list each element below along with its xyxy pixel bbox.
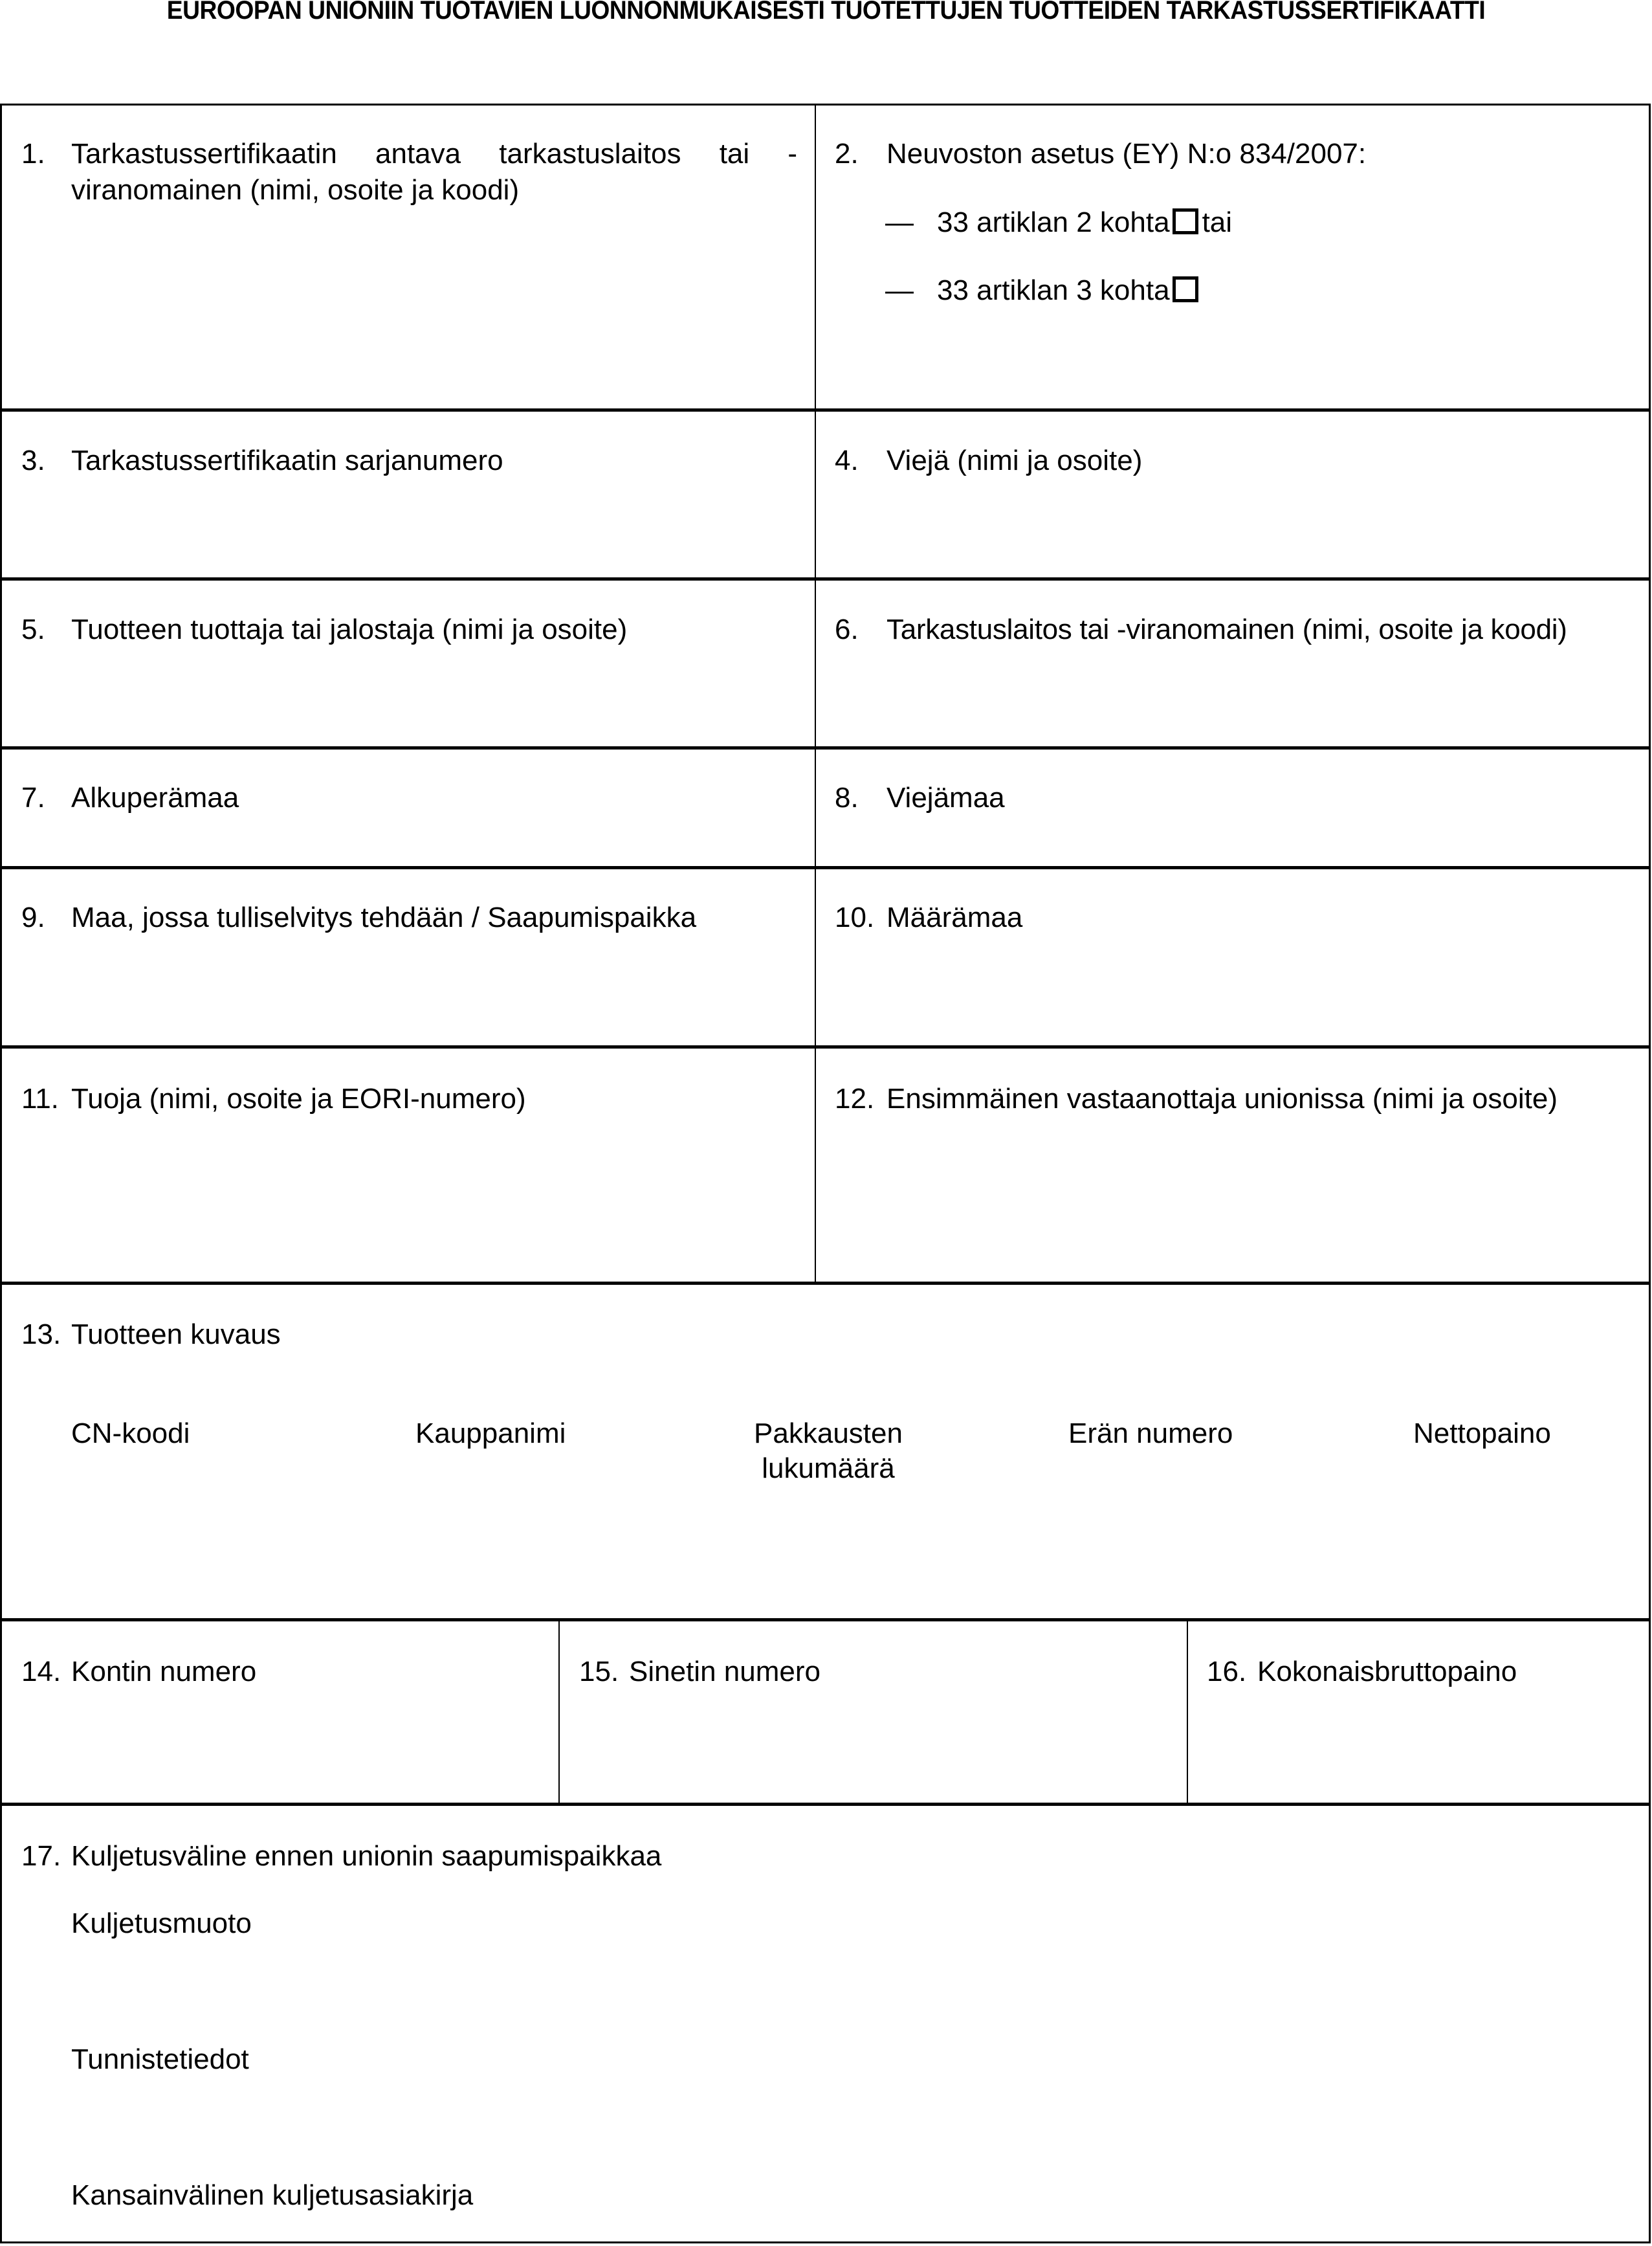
row-divider (0, 577, 1651, 581)
box-label: Tuotteen kuvaus (71, 1318, 281, 1350)
column-divider (815, 104, 816, 1283)
box-7-country-of-origin[interactable]: Alkuperämaa (71, 782, 239, 814)
transport-mode-field[interactable]: Kuljetusmuoto (71, 1907, 252, 1939)
checkbox-article-33-3[interactable] (1173, 276, 1198, 302)
option-article-33-2[interactable] (937, 205, 1232, 241)
box-4-exporter[interactable]: Viejä (nimi ja osoite) (887, 445, 1143, 476)
row-divider (0, 1045, 1651, 1049)
box-12-first-consignee[interactable]: Ensimmäinen vastaanottaja unionissa (nimi ja osoite) (887, 1083, 1558, 1115)
box-14-number: 14. (21, 1656, 61, 1687)
box-number: 13. (21, 1318, 61, 1350)
box-12-number: 12. (835, 1083, 875, 1115)
box-15-number: 15. (579, 1656, 619, 1687)
box-4-number: 4. (835, 445, 859, 476)
box-label: Tarkastussertifikaatin antava tarkastuslaitos tai - (71, 138, 797, 170)
checkbox-article-33-2[interactable] (1173, 208, 1198, 234)
column-label: Pakkausten (754, 1418, 903, 1449)
dash-bullet: — (885, 274, 914, 306)
box-8-number: 8. (835, 782, 859, 814)
option-suffix: tai (1202, 206, 1233, 238)
box-number: 17. (21, 1840, 61, 1872)
box-10-destination-country[interactable]: Määrämaa (887, 902, 1023, 933)
box-number: 2. (835, 138, 859, 170)
row-divider (0, 746, 1651, 750)
column-divider (1187, 1619, 1188, 1804)
box-3-serial-number[interactable]: Tarkastussertifikaatin sarjanumero (71, 445, 503, 476)
box-9-clearance-country[interactable]: Maa, jossa tulliselvitys tehdään / Saapumispaikka (71, 902, 697, 933)
box-6-number: 6. (835, 614, 859, 645)
transport-document-field[interactable]: Kansainvälinen kuljetusasiakirja (71, 2179, 474, 2211)
option-article-33-3[interactable] (937, 272, 1202, 309)
column-lot-number: Erän numero (1068, 1418, 1233, 1449)
box-11-importer[interactable]: Tuoja (nimi, osoite ja EORI-numero) (71, 1083, 526, 1115)
box-16-gross-weight[interactable]: Kokonaisbruttopaino (1257, 1656, 1517, 1687)
box-7-number: 7. (21, 782, 45, 814)
column-label-continued: lukumäärä (762, 1452, 895, 1484)
box-label: Kuljetusväline ennen unionin saapumispaikkaa (71, 1840, 662, 1872)
row-divider (0, 1618, 1651, 1621)
box-3-number: 3. (21, 445, 45, 476)
box-6-control-body[interactable]: Tarkastuslaitos tai -viranomainen (nimi, osoite ja koodi) (887, 614, 1567, 645)
row-divider (0, 1803, 1651, 1806)
box-14-container-number[interactable]: Kontin numero (71, 1656, 257, 1687)
row-divider (0, 866, 1651, 869)
document-title: EUROOPAN UNIONIIN TUOTAVIEN LUONNONMUKAISESTI TUOTETTUJEN TUOTTEIDEN TARKASTUSSERTIFIKAATTI (166, 0, 1486, 25)
box-label: Neuvoston asetus (EY) N:o 834/2007: (887, 138, 1367, 170)
row-divider (0, 408, 1651, 412)
box-5-producer[interactable]: Tuotteen tuottaja tai jalostaja (nimi ja osoite) (71, 614, 628, 645)
column-package-count (747, 1416, 909, 1486)
column-cn-code: CN-koodi (71, 1418, 190, 1449)
dash-bullet: — (885, 206, 914, 238)
column-divider (558, 1619, 560, 1804)
box-number: 1. (21, 138, 45, 170)
identification-field[interactable]: Tunnistetiedot (71, 2043, 249, 2075)
box-label-continued: viranomainen (nimi, osoite ja koodi) (71, 174, 520, 206)
option-label: 33 artiklan 2 kohta (937, 206, 1170, 238)
box-15-seal-number[interactable]: Sinetin numero (629, 1656, 820, 1687)
box-9-number: 9. (21, 902, 45, 933)
box-10-number: 10. (835, 902, 875, 933)
option-label: 33 artiklan 3 kohta (937, 274, 1170, 306)
row-divider (0, 1282, 1651, 1285)
box-8-country-of-export[interactable]: Viejämaa (887, 782, 1005, 814)
box-16-number: 16. (1207, 1656, 1247, 1687)
box-5-number: 5. (21, 614, 45, 645)
column-trade-name: Kauppanimi (415, 1418, 566, 1449)
box-11-number: 11. (21, 1083, 59, 1115)
column-net-weight: Nettopaino (1413, 1418, 1551, 1449)
